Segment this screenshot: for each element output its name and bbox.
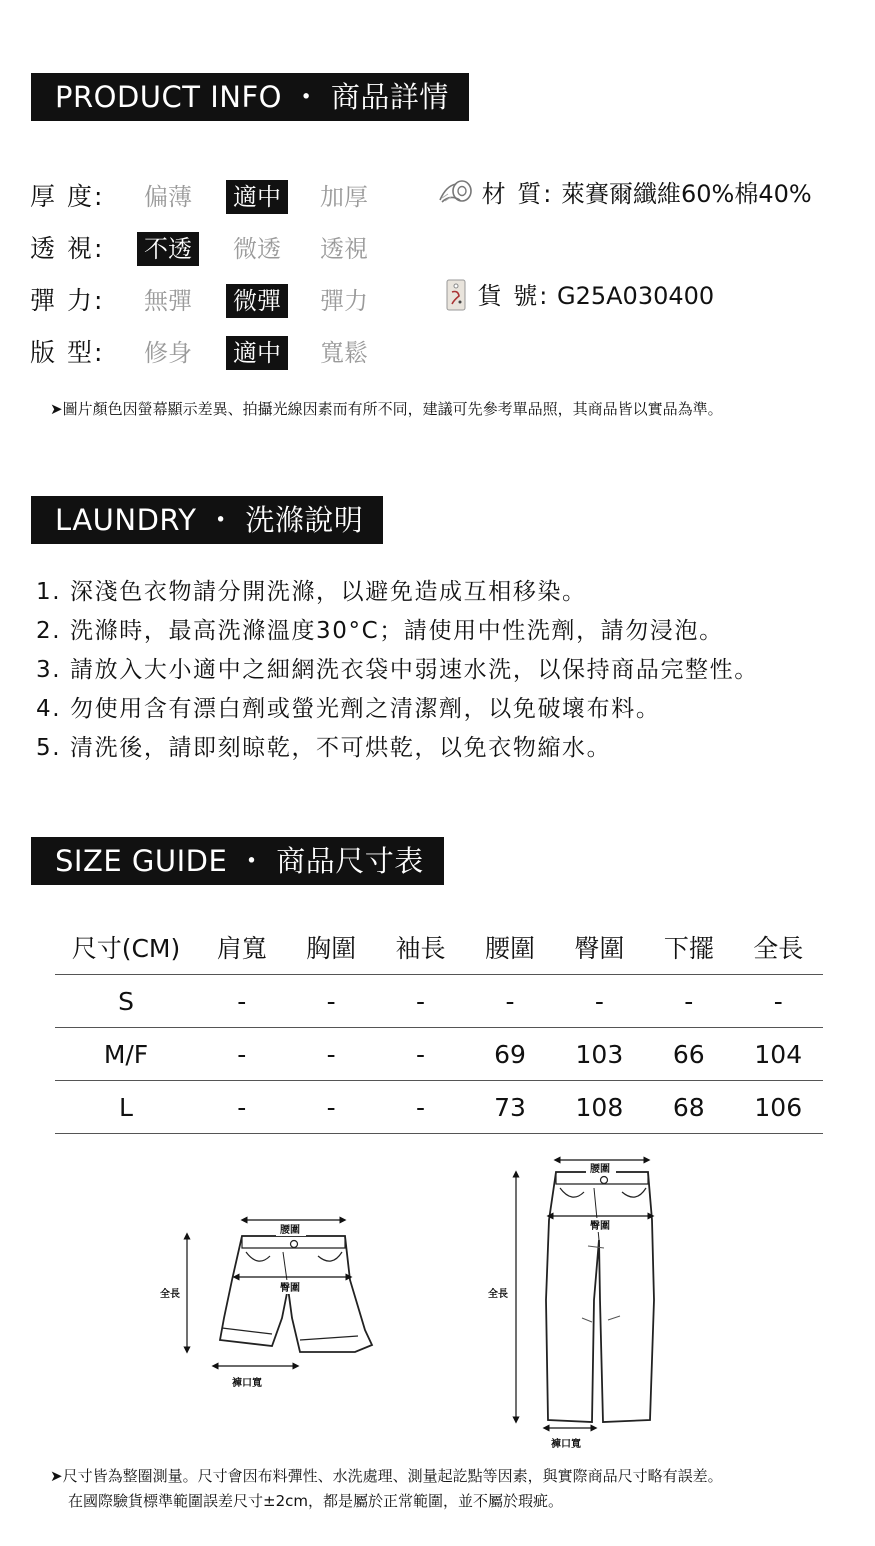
sku-value: G25A030400 xyxy=(557,282,715,310)
table-cell: 66 xyxy=(644,1028,733,1081)
table-cell: L xyxy=(55,1081,197,1134)
col-header-sleeve: 袖長 xyxy=(376,920,465,975)
table-cell: 103 xyxy=(555,1028,644,1081)
attribute-label: 版 型: xyxy=(30,338,105,367)
table-cell: - xyxy=(197,975,286,1028)
table-cell: 69 xyxy=(465,1028,554,1081)
shorts-diagram xyxy=(160,1220,372,1389)
pants-waist-label: 腰圍 xyxy=(590,1164,610,1175)
attribute-label: 彈 力: xyxy=(30,286,105,315)
size-guide-heading: SIZE GUIDE ・ 商品尺寸表 xyxy=(31,837,444,885)
pants-length-label: 全長 xyxy=(488,1289,508,1300)
material-spec xyxy=(438,176,812,212)
attribute-option: 加厚 xyxy=(320,183,368,211)
sku-label: 貨 號: xyxy=(477,282,550,310)
laundry-item: 2. 洗滌時，最高洗滌溫度30°C；請使用中性洗劑，請勿浸泡。 xyxy=(36,618,724,644)
table-cell: S xyxy=(55,975,197,1028)
table-cell: - xyxy=(286,1028,375,1081)
table-row xyxy=(55,1081,823,1134)
measurement-diagrams xyxy=(0,1140,875,1460)
size-disclaimer-line1: ➤尺寸皆為整圈測量。尺寸會因布料彈性、水洗處理、測量起訖點等因素，與實際商品尺寸略有誤差。 xyxy=(50,1467,723,1485)
table-cell: 68 xyxy=(644,1081,733,1134)
col-header-length: 全長 xyxy=(734,920,823,975)
col-header-size: 尺寸(CM) xyxy=(55,920,197,975)
attribute-option-selected: 微彈 xyxy=(226,284,288,318)
size-table xyxy=(55,920,823,1134)
laundry-item: 1. 深淺色衣物請分開洗滌，以避免造成互相移染。 xyxy=(36,579,587,605)
shorts-hem-label: 褲口寬 xyxy=(232,1378,262,1389)
shorts-waist-label: 腰圍 xyxy=(280,1225,300,1236)
material-value: 萊賽爾纖維60%棉40% xyxy=(561,180,812,208)
material-label: 材 質: xyxy=(481,180,554,208)
attribute-option: 彈力 xyxy=(320,287,368,315)
table-cell: - xyxy=(197,1028,286,1081)
shorts-hip-label: 臀圍 xyxy=(280,1283,300,1294)
product-info-heading: PRODUCT INFO ・ 商品詳情 xyxy=(31,73,469,121)
laundry-item: 5. 清洗後，請即刻晾乾，不可烘乾，以免衣物縮水。 xyxy=(36,735,612,761)
table-cell: - xyxy=(286,975,375,1028)
table-cell: 104 xyxy=(734,1028,823,1081)
table-cell: - xyxy=(286,1081,375,1134)
attribute-option-selected: 適中 xyxy=(226,180,288,214)
pants-hem-label: 褲口寬 xyxy=(551,1439,581,1450)
attribute-option: 微透 xyxy=(233,235,281,263)
pants-diagram xyxy=(488,1160,654,1450)
attribute-option: 偏薄 xyxy=(144,183,192,211)
table-row xyxy=(55,975,823,1028)
color-disclaimer: ➤圖片顏色因螢幕顯示差異、拍攝光線因素而有所不同，建議可先參考單品照，其商品皆以實品為準。 xyxy=(50,400,723,418)
pants-hip-label: 臀圍 xyxy=(590,1221,610,1232)
col-header-waist: 腰圍 xyxy=(465,920,554,975)
size-disclaimer-line2: 在國際驗貨標準範圍誤差尺寸±2cm，都是屬於正常範圍，並不屬於瑕疵。 xyxy=(68,1492,563,1510)
laundry-heading: LAUNDRY ・ 洗滌說明 xyxy=(31,496,383,544)
attribute-option-selected: 不透 xyxy=(137,232,199,266)
col-header-hip: 臀圍 xyxy=(555,920,644,975)
table-cell: - xyxy=(376,1081,465,1134)
table-cell: 106 xyxy=(734,1081,823,1134)
laundry-item: 3. 請放入大小適中之細網洗衣袋中弱速水洗，以保持商品完整性。 xyxy=(36,657,759,683)
col-header-hem: 下擺 xyxy=(644,920,733,975)
shorts-length-label: 全長 xyxy=(160,1289,180,1300)
attribute-option: 寬鬆 xyxy=(320,339,368,367)
size-table-header-row xyxy=(55,920,823,975)
table-cell: - xyxy=(555,975,644,1028)
table-row xyxy=(55,1028,823,1081)
attribute-option: 無彈 xyxy=(144,287,192,315)
col-header-shoulder: 肩寬 xyxy=(197,920,286,975)
table-cell: M/F xyxy=(55,1028,197,1081)
col-header-chest: 胸圍 xyxy=(286,920,375,975)
table-cell: 73 xyxy=(465,1081,554,1134)
table-cell: - xyxy=(734,975,823,1028)
laundry-item: 4. 勿使用含有漂白劑或螢光劑之清潔劑，以免破壞布料。 xyxy=(36,696,661,722)
fabric-roll-icon xyxy=(438,178,474,206)
attribute-option-selected: 適中 xyxy=(226,336,288,370)
attribute-label: 透 視: xyxy=(30,234,105,263)
sku-spec xyxy=(444,278,714,314)
attribute-option: 透視 xyxy=(320,235,368,263)
table-cell: - xyxy=(465,975,554,1028)
table-cell: - xyxy=(197,1081,286,1134)
attribute-label: 厚 度: xyxy=(30,182,105,211)
table-cell: 108 xyxy=(555,1081,644,1134)
table-cell: - xyxy=(644,975,733,1028)
table-cell: - xyxy=(376,1028,465,1081)
table-cell: - xyxy=(376,975,465,1028)
tag-icon xyxy=(444,278,470,312)
attribute-option: 修身 xyxy=(144,339,192,367)
